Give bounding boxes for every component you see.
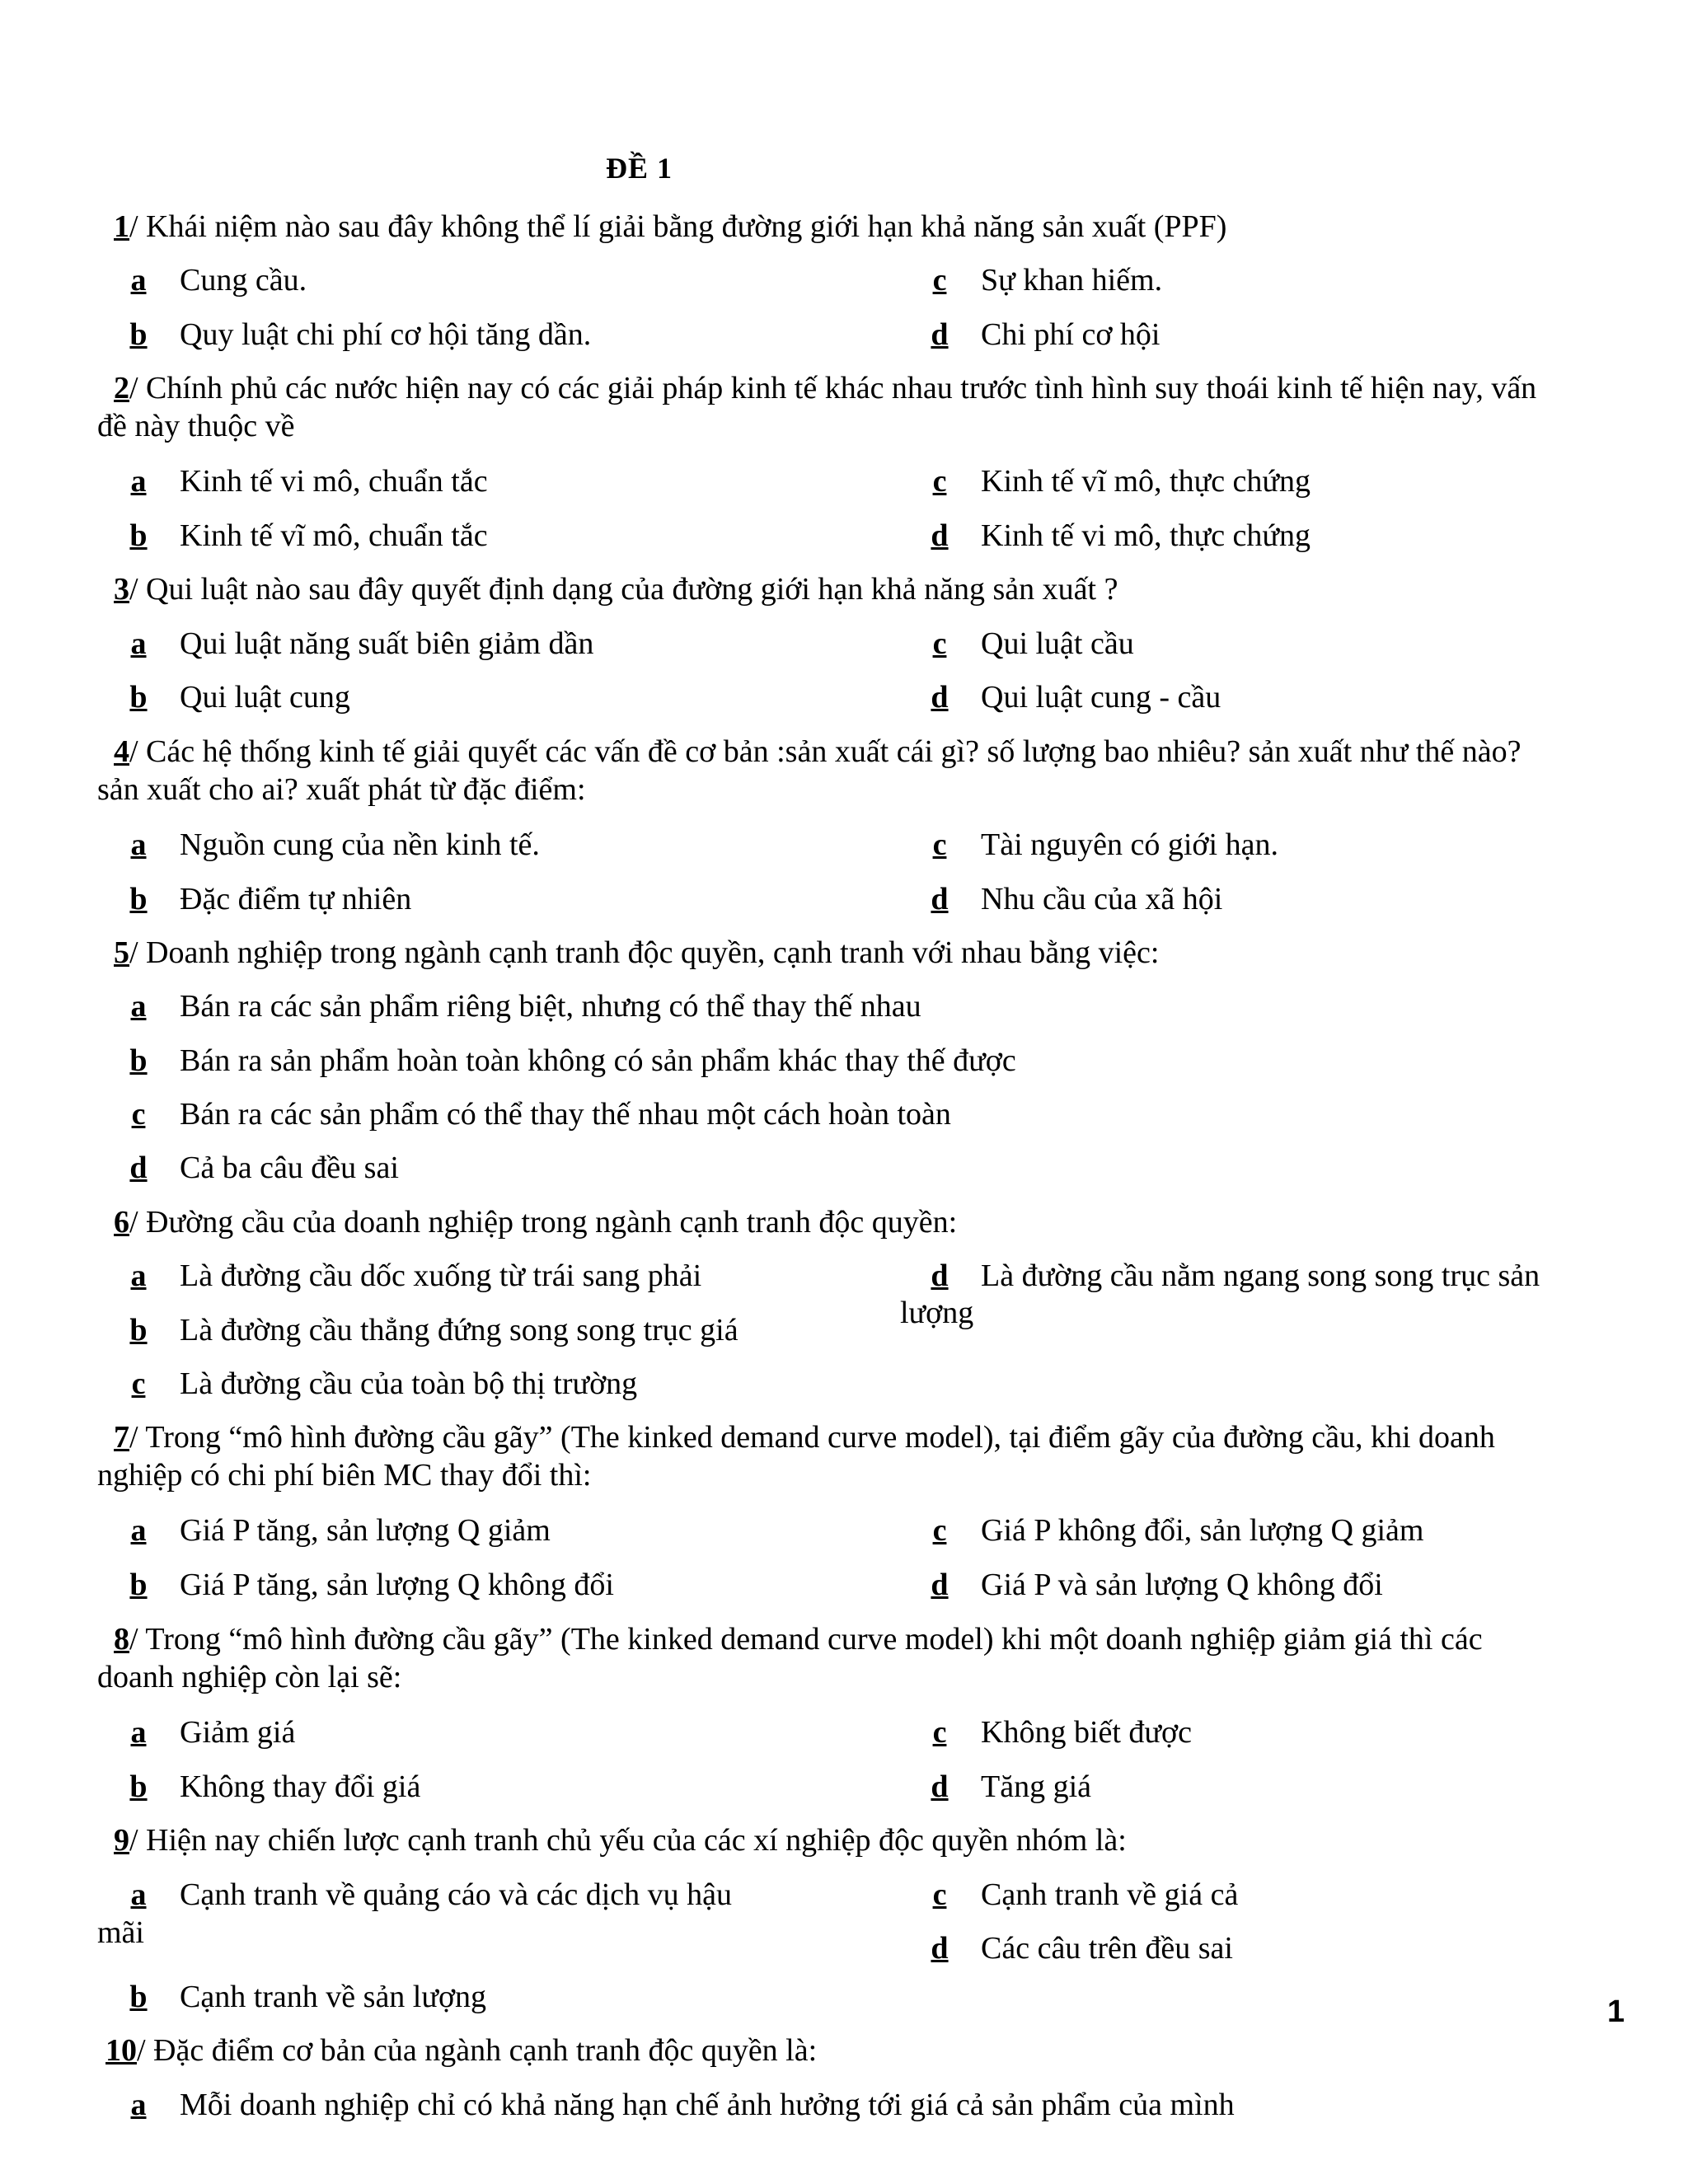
option-text: Bán ra các sản phẩm có thể thay thế nhau một cách hoàn toàn bbox=[180, 1097, 951, 1132]
option-text: Nhu cầu của xã hội bbox=[981, 882, 1223, 916]
question-6 bbox=[97, 1203, 1614, 1241]
option-letter: a bbox=[130, 989, 147, 1024]
page-number: 1 bbox=[1607, 1994, 1625, 2029]
question-7-line2: nghiệp có chi phí biên MC thay đổi thì: bbox=[97, 1458, 592, 1493]
question-number: 5 bbox=[114, 935, 129, 970]
question-number: 3 bbox=[114, 572, 129, 607]
question-text: / Hiện nay chiến lược cạnh tranh chủ yếu của các xí nghiệp độc quyền nhóm là: bbox=[129, 1823, 1127, 1858]
option-text: Kinh tế vi mô, chuẩn tắc bbox=[180, 464, 488, 499]
question-8-line2: doanh nghiệp còn lại sẽ: bbox=[97, 1660, 402, 1694]
option-letter: a bbox=[130, 1877, 147, 1912]
option-letter: d bbox=[931, 680, 949, 715]
question-7 bbox=[97, 1418, 1614, 1456]
option-letter: d bbox=[931, 882, 949, 916]
option-text: Tài nguyên có giới hạn. bbox=[981, 827, 1278, 862]
option-letter: b bbox=[129, 882, 148, 916]
option-letter: d bbox=[931, 518, 949, 553]
option-text: Sự khan hiếm. bbox=[981, 263, 1163, 298]
option-letter: b bbox=[129, 1568, 148, 1602]
option-text: Mỗi doanh nghiệp chỉ có khả năng hạn chế ảnh hưởng tới giá cả sản phẩm của mình bbox=[180, 2088, 1235, 2122]
question-8 bbox=[97, 1620, 1614, 1658]
question-10 bbox=[97, 2032, 1614, 2069]
option-letter: d bbox=[129, 1151, 148, 1185]
option-text: Cạnh tranh về sản lượng bbox=[180, 1980, 487, 2014]
option-letter: b bbox=[129, 1043, 148, 1078]
option-letter: a bbox=[130, 626, 147, 661]
option-text: Giá P tăng, sản lượng Q giảm bbox=[180, 1513, 551, 1548]
option-letter: b bbox=[129, 680, 148, 715]
question-number: 8 bbox=[114, 1622, 129, 1657]
option-text: Bán ra sản phẩm hoàn toàn không có sản phẩm khác thay thế được bbox=[180, 1043, 1016, 1078]
option-9a-line2: mãi bbox=[97, 1915, 144, 1950]
option-text: Kinh tế vi mô, thực chứng bbox=[981, 518, 1311, 553]
option-letter: c bbox=[932, 827, 947, 862]
question-text: / Khái niệm nào sau đây không thể lí giải bằng đường giới hạn khả năng sản xuất (PPF) bbox=[129, 209, 1227, 244]
option-letter: c bbox=[932, 263, 947, 298]
option-letter: c bbox=[932, 1513, 947, 1548]
option-text: Cạnh tranh về giá cả bbox=[981, 1877, 1239, 1912]
question-number: 1 bbox=[114, 209, 129, 244]
option-text: Cung cầu. bbox=[180, 263, 307, 298]
question-text: / Các hệ thống kinh tế giải quyết các vấn đề cơ bản :sản xuất cái gì? số lượng bao nhiêu? sản xuất như thế nào? bbox=[129, 734, 1522, 769]
option-text: Bán ra các sản phẩm riêng biệt, nhưng có thể thay thế nhau bbox=[180, 989, 921, 1024]
option-text: Là đường cầu của toàn bộ thị trường bbox=[180, 1366, 638, 1401]
question-text: / Đặc điểm cơ bản của ngành cạnh tranh độc quyền là: bbox=[137, 2033, 818, 2068]
option-text: Các câu trên đều sai bbox=[981, 1931, 1233, 1966]
option-text: Giá P không đổi, sản lượng Q giảm bbox=[981, 1513, 1424, 1548]
question-text: / Chính phủ các nước hiện nay có các giải pháp kinh tế khác nhau trước tình hình suy thoái kinh tế hiện nay, vấn bbox=[129, 371, 1537, 405]
option-text: Giá P và sản lượng Q không đổi bbox=[981, 1568, 1383, 1602]
question-9 bbox=[97, 1821, 1614, 1859]
option-text: Cạnh tranh về quảng cáo và các dịch vụ hậu bbox=[180, 1877, 733, 1912]
option-letter: b bbox=[129, 1313, 148, 1347]
option-letter: c bbox=[932, 626, 947, 661]
question-text: / Trong “mô hình đường cầu gãy” (The kinked demand curve model), tại điểm gãy của đường cầu, khi doanh bbox=[129, 1420, 1495, 1455]
question-text: / Qui luật nào sau đây quyết định dạng của đường giới hạn khả năng sản xuất ? bbox=[129, 572, 1118, 607]
question-text: / Trong “mô hình đường cầu gãy” (The kinked demand curve model) khi một doanh nghiệp giảm giá thì các bbox=[129, 1622, 1483, 1657]
option-letter: a bbox=[130, 1513, 147, 1548]
question-number: 10 bbox=[106, 2033, 137, 2068]
question-2-line2: đề này thuộc về bbox=[97, 409, 295, 443]
option-letter: d bbox=[931, 1769, 949, 1804]
option-text: Cả ba câu đều sai bbox=[180, 1151, 399, 1185]
option-letter: b bbox=[129, 317, 148, 352]
option-text: Nguồn cung của nền kinh tế. bbox=[180, 827, 540, 862]
option-text: Kinh tế vĩ mô, chuẩn tắc bbox=[180, 518, 488, 553]
option-text: Chi phí cơ hội bbox=[981, 317, 1160, 352]
option-letter: d bbox=[931, 1258, 949, 1293]
option-letter: c bbox=[932, 464, 947, 499]
question-2 bbox=[97, 369, 1614, 407]
question-5 bbox=[97, 934, 1614, 972]
option-text: Qui luật cung - cầu bbox=[981, 680, 1221, 715]
question-number: 7 bbox=[114, 1420, 129, 1455]
question-4 bbox=[97, 733, 1614, 771]
option-letter: d bbox=[931, 317, 949, 352]
option-letter: b bbox=[129, 1980, 148, 2014]
question-number: 9 bbox=[114, 1823, 129, 1858]
option-letter: a bbox=[130, 1258, 147, 1293]
option-letter: c bbox=[131, 1097, 146, 1132]
question-text: / Đường cầu của doanh nghiệp trong ngành cạnh tranh độc quyền: bbox=[129, 1205, 958, 1240]
option-letter: a bbox=[130, 464, 147, 499]
option-letter: c bbox=[932, 1715, 947, 1750]
option-text: Không thay đổi giá bbox=[180, 1769, 421, 1804]
option-letter: d bbox=[931, 1568, 949, 1602]
option-text: Qui luật cung bbox=[180, 680, 350, 715]
option-letter: c bbox=[131, 1366, 146, 1401]
option-text: Tăng giá bbox=[981, 1769, 1092, 1804]
option-text: Là đường cầu dốc xuống từ trái sang phải bbox=[180, 1258, 702, 1293]
option-text: Giá P tăng, sản lượng Q không đổi bbox=[180, 1568, 614, 1602]
option-letter: a bbox=[130, 2088, 147, 2122]
option-letter: d bbox=[931, 1931, 949, 1966]
option-6d-line2: lượng bbox=[900, 1296, 974, 1330]
option-letter: b bbox=[129, 518, 148, 553]
question-1 bbox=[97, 208, 1614, 246]
option-text: Kinh tế vĩ mô, thực chứng bbox=[981, 464, 1311, 499]
question-number: 6 bbox=[114, 1205, 129, 1240]
option-text: Quy luật chi phí cơ hội tăng dần. bbox=[180, 317, 592, 352]
option-text: Qui luật năng suất biên giảm dần bbox=[180, 626, 594, 661]
option-letter: a bbox=[130, 1715, 147, 1750]
question-4-line2: sản xuất cho ai? xuất phát từ đặc điểm: bbox=[97, 772, 586, 807]
option-letter: a bbox=[130, 263, 147, 298]
option-text: Là đường cầu thẳng đứng song song trục giá bbox=[180, 1313, 738, 1347]
option-text: Giảm giá bbox=[180, 1715, 296, 1750]
option-letter: b bbox=[129, 1769, 148, 1804]
question-number: 2 bbox=[114, 371, 129, 405]
question-number: 4 bbox=[114, 734, 129, 769]
option-letter: a bbox=[130, 827, 147, 862]
question-text: / Doanh nghiệp trong ngành cạnh tranh độc quyền, cạnh tranh với nhau bằng việc: bbox=[129, 935, 1160, 970]
option-text: Là đường cầu nằm ngang song song trục sản bbox=[981, 1258, 1540, 1293]
option-letter: c bbox=[932, 1877, 947, 1912]
question-3 bbox=[97, 570, 1614, 608]
option-text: Qui luật cầu bbox=[981, 626, 1134, 661]
exam-title: ĐỀ 1 bbox=[606, 152, 673, 185]
option-text: Đặc điểm tự nhiên bbox=[180, 882, 412, 916]
option-text: Không biết được bbox=[981, 1715, 1192, 1750]
